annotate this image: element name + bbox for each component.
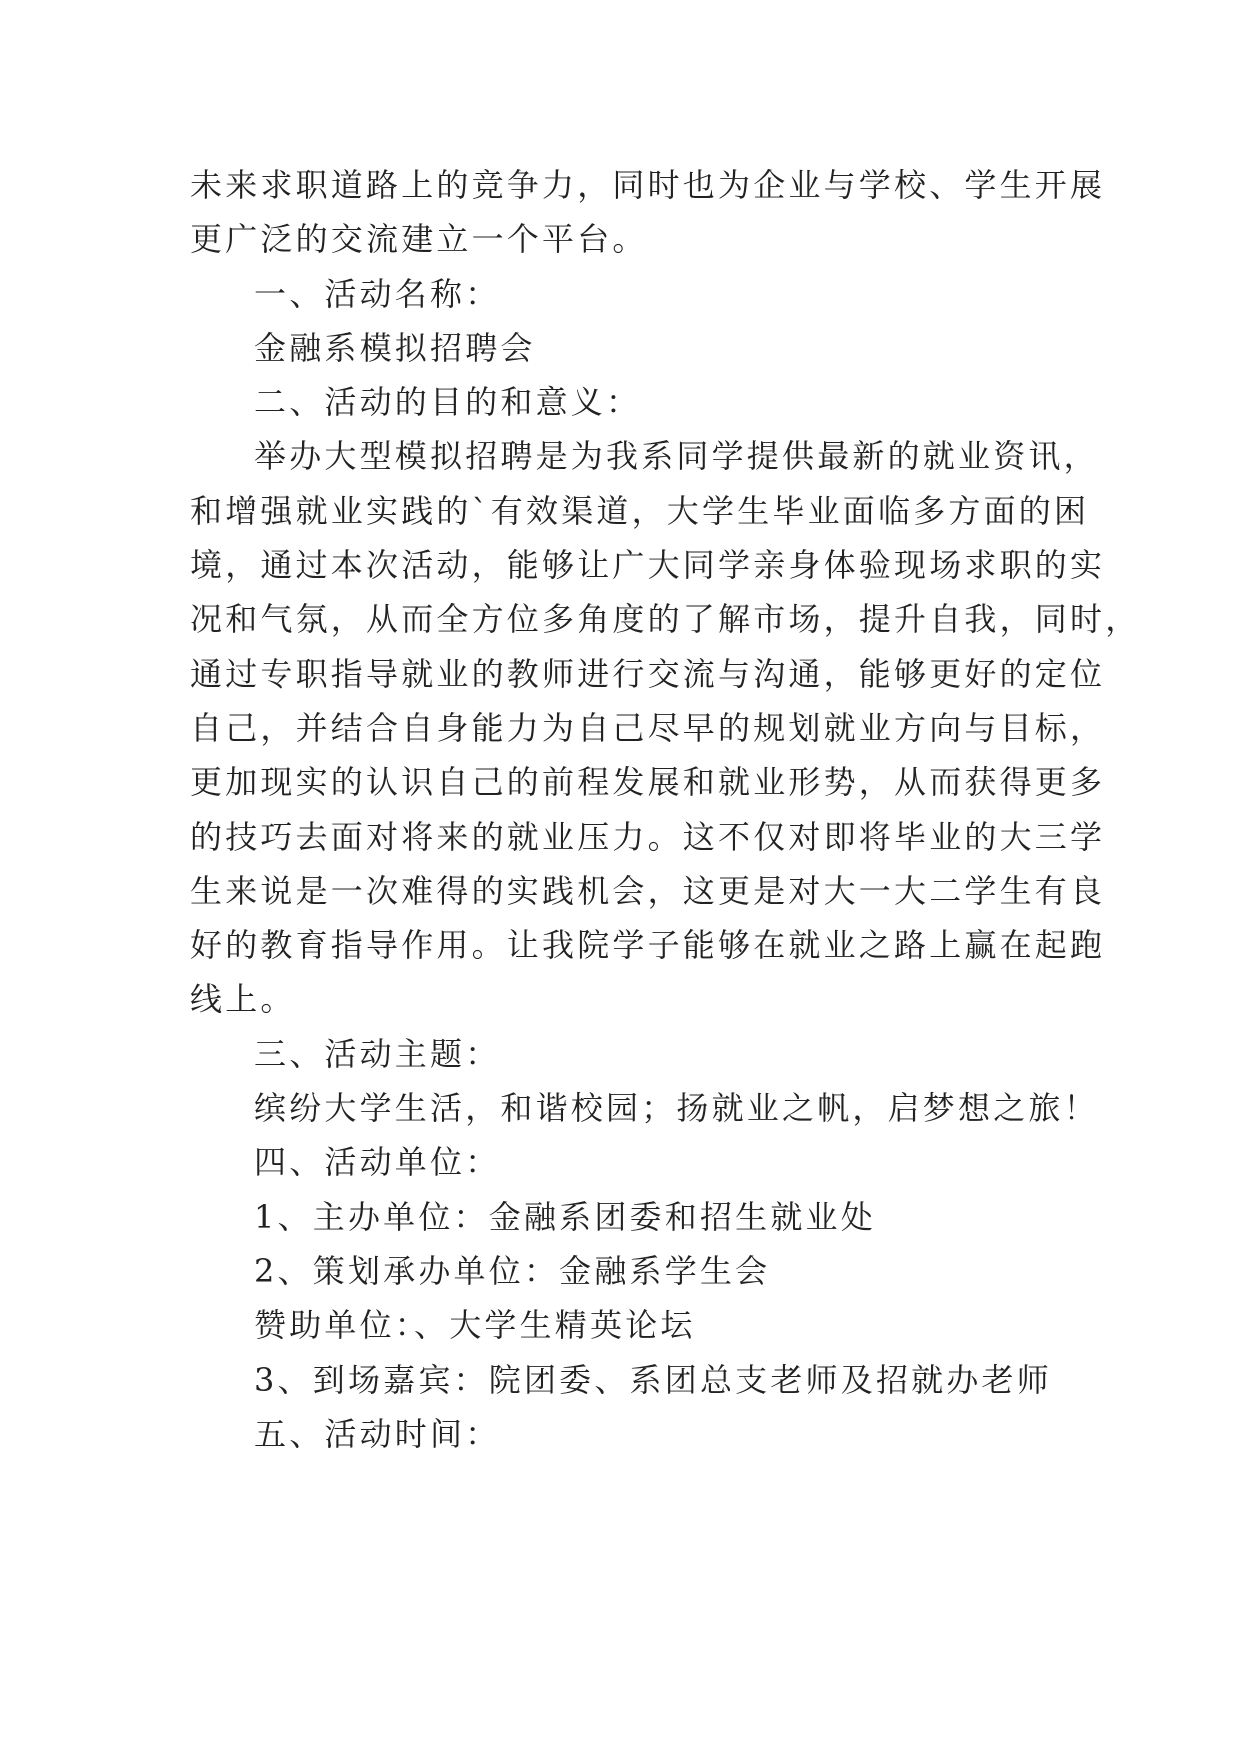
document-line: 1、主办单位：金融系团委和招生就业处	[254, 1197, 876, 1236]
document-line: 五、活动时间：	[254, 1414, 501, 1453]
document-line: 况和气氛，从而全方位多角度的了解市场，提升自我，同时，	[190, 600, 1141, 639]
document-line: 一、活动名称：	[254, 274, 501, 313]
document-line: 自己，并结合自身能力为自己尽早的规划就业方向与目标，	[190, 708, 1106, 747]
document-line: 缤纷大学生活，和谐校园；扬就业之帆，启梦想之旅！	[254, 1089, 1099, 1128]
document-line: 和增强就业实践的`有效渠道，大学生毕业面临多方面的困	[190, 491, 1090, 530]
document-body	[190, 158, 1141, 1461]
document-line: 金融系模拟招聘会	[254, 328, 536, 367]
document-line: 线上。	[190, 980, 296, 1019]
document-line: 的技巧去面对将来的就业压力。这不仅对即将毕业的大三学	[190, 817, 1106, 856]
document-line: 未来求职道路上的竞争力，同时也为企业与学校、学生开展	[190, 166, 1106, 204]
document-line: 通过专职指导就业的教师进行交流与沟通，能够更好的定位	[190, 654, 1106, 693]
document-line: 四、活动单位：	[254, 1143, 501, 1182]
document-line: 更广泛的交流建立一个平台。	[190, 220, 648, 259]
document-line: 生来说是一次难得的实践机会，这更是对大一大二学生有良	[190, 871, 1106, 910]
document-line: 赞助单位：、大学生精英论坛	[254, 1306, 696, 1345]
document-line: 更加现实的认识自己的前程发展和就业形势，从而获得更多	[190, 763, 1106, 802]
document-line: 好的教育指导作用。让我院学子能够在就业之路上赢在起跑	[190, 926, 1106, 965]
document-line: 二、活动的目的和意义：	[254, 383, 642, 422]
document-line: 2、策划承办单位：金融系学生会	[254, 1251, 771, 1290]
document-line: 三、活动主题：	[254, 1034, 501, 1073]
document-line: 3、到场嘉宾：院团委、系团总支老师及招就办老师	[254, 1360, 1052, 1399]
document-line: 举办大型模拟招聘是为我系同学提供最新的就业资讯，	[254, 437, 1099, 476]
document-line: 境，通过本次活动，能够让广大同学亲身体验现场求职的实	[190, 546, 1106, 585]
